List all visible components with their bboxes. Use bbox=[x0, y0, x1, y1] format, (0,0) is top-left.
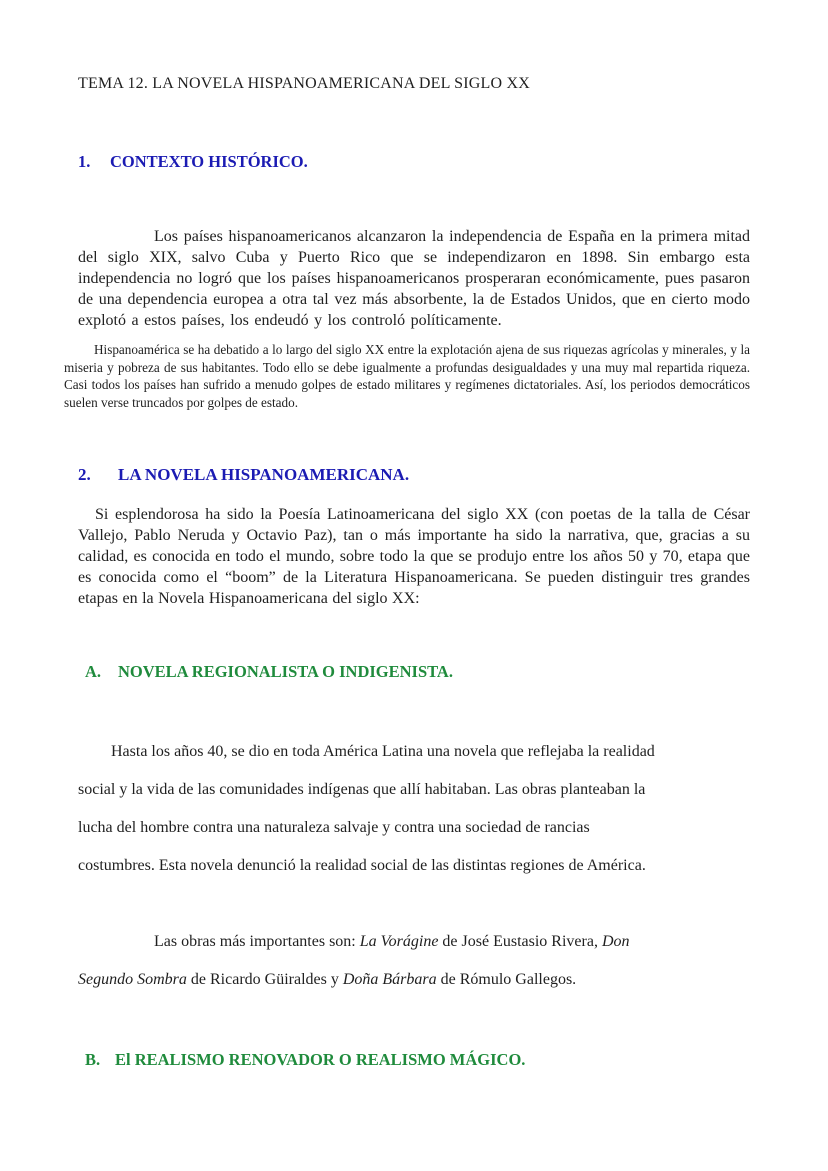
section-label-novela: LA NOVELA HISPANOAMERICANA. bbox=[118, 465, 410, 484]
paragraph-obras-importantes bbox=[78, 923, 666, 999]
section-heading-regionalista bbox=[85, 662, 453, 682]
section-heading-contexto bbox=[78, 152, 308, 172]
obras-title-dona-barbara: Doña Bárbara bbox=[342, 971, 437, 988]
section-number-realismo-magico: B. bbox=[85, 1050, 101, 1069]
section-label-realismo-magico: El REALISMO RENOVADOR O REALISMO MÁGICO. bbox=[115, 1050, 526, 1069]
section-number-contexto: 1. bbox=[78, 152, 91, 171]
paragraph-hasta-los-40: Hasta los años 40, se dio en toda América Latina una novela que reflejaba la realidad social y la vida de las comunidades indígenas que allí habitaban. Las obras planteaban la lucha del hombre contra una naturaleza salvaje y contra una sociedad de rancias costumbres. Esta novela denunció la realidad social de las distintas regiones de América. bbox=[78, 743, 655, 874]
section-number-regionalista: A. bbox=[85, 662, 102, 681]
paragraph-independencia: Los países hispanoamericanos alcanzaron la independencia de España en la primera mitad del siglo XIX, salvo Cuba y Puerto Rico que se independizaron en 1898. Sin embargo esta independencia no logró que los países hispanoamericanos prosperaran económicamente, pues pasaron de una dependencia europea a otra tal vez más absorbente, la de Estados Unidos, que en cierto modo explotó a estos países, los endeudó y los controló políticamente. bbox=[78, 228, 750, 329]
section-label-contexto: CONTEXTO HISTÓRICO. bbox=[110, 152, 308, 171]
obras-text-segment: Las obras más importantes son: bbox=[154, 933, 360, 950]
obras-title-la-voragine: La Vorágine bbox=[359, 933, 439, 950]
section-number-novela: 2. bbox=[78, 465, 91, 484]
paragraph-hispanoamerica-debate: Hispanoamérica se ha debatido a lo largo del siglo XX entre la explotación ajena de sus riquezas agrícolas y minerales, y la miseria y pobreza de sus habitantes. Todo ello se debe igualmente a profundas desigualdades y una muy mal repartida riqueza. Casi todos los países han sufrido a menudo golpes de estado militares y regímenes dictatoriales. Así, los periodos democráticos suelen verse truncados por golpes de estado. bbox=[64, 342, 750, 410]
paragraph-esplendorosa: Si esplendorosa ha sido la Poesía Latinoamericana del siglo XX (con poetas de la talla de César Vallejo, Pablo Neruda y Octavio Paz), tan o más importante ha sido la narrativa, que, gracias a su calidad, es conocida en todo el mundo, sobre todo la que se produjo entre los años 50 y 70, etapa que es conocida como el “boom” de la Literatura Hispanoamericana. Se pueden distinguir tres grandes etapas en la Novela Hispanoamericana del siglo XX: bbox=[78, 506, 750, 607]
obras-text-segment: de Rómulo Gallegos. bbox=[436, 971, 577, 988]
section-heading-realismo-magico bbox=[85, 1050, 525, 1070]
obras-text-segment: de José Eustasio Rivera, bbox=[438, 933, 602, 950]
obras-title-don-segundo-sombra: Don Segundo Sombra bbox=[78, 933, 630, 988]
obras-text-segment: de Ricardo Güiraldes y bbox=[186, 971, 343, 988]
section-heading-novela bbox=[78, 465, 409, 485]
document-title: TEMA 12. LA NOVELA HISPANOAMERICANA DEL SIGLO XX bbox=[78, 75, 530, 92]
section-label-regionalista: NOVELA REGIONALISTA O INDIGENISTA. bbox=[118, 662, 453, 681]
